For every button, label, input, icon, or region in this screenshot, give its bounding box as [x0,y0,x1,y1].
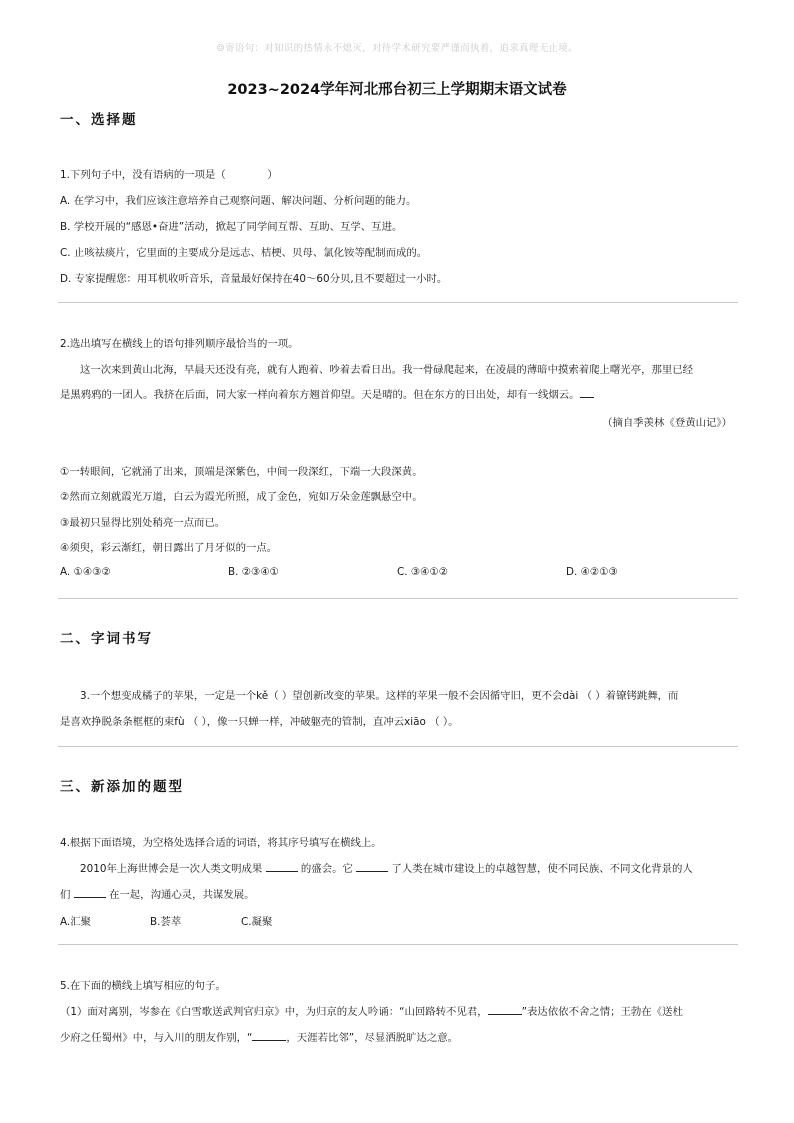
q3-line-1: 3.一个想变成橘子的苹果，一定是一个kě（ ）望创新改变的苹果。这样的苹果一般不会因循守旧，更不会dài （ ）着镣铐跳舞，而 [80,690,679,702]
section-heading-new-type: 三、新添加的题型 [60,779,184,795]
q4-option-c[interactable]: C.凝聚 [241,916,273,928]
q2-sentence-4: ④须臾，彩云渐红，朝日露出了月牙似的一点。 [60,542,278,554]
divider [58,598,738,599]
q1-option-b[interactable]: B. 学校开展的“感恩•奋进”活动，掀起了同学间互帮、互助、互学、互进。 [60,221,403,233]
q2-option-d[interactable]: D. ④②①③ [566,566,618,578]
q5-item-1-line-2: 少府之任蜀州》中，与入川的朋友作别，“ ，天涯若比邻”，尽显洒脱旷达之意。 [60,1032,459,1044]
q2-source: （摘自季羡林《登黄山记》） [602,417,732,429]
q5-stem: 5.在下面的横线上填写相应的句子。 [60,980,226,992]
q2-option-b[interactable]: B. ②③④① [228,566,279,578]
divider [58,302,738,303]
q1-option-d[interactable]: D. 专家提醒您：用耳机收听音乐，音量最好保持在40～60分贝,且不要超过一小时。 [60,273,448,285]
answer-blank[interactable] [580,387,594,398]
q4-stem: 4.根据下面语境，为空格处选择合适的词语，将其序号填写在横线上。 [60,837,382,849]
q1-option-c[interactable]: C. 止咳祛痰片，它里面的主要成分是远志、桔梗、贝母、氯化铵等配制而成的。 [60,247,428,259]
q5-item-1-line-1: （1）面对离别，岑参在《白雪歌送武判官归京》中，为归京的友人吟诵：“山回路转不见君， ”表达依依不舍之情；王勃在《送杜 [60,1006,683,1018]
q2-option-a[interactable]: A. ①④③② [60,566,111,578]
q2-stem: 2.选出填写在横线上的语句排列顺序最恰当的一项。 [60,338,299,350]
answer-blank[interactable] [356,861,388,872]
q2-passage-line-1: 这一次来到黄山北海，早晨天还没有亮，就有人跑着、吵着去看日出。我一骨碌爬起来，在凌晨的薄暗中摸索着爬上曙光亭，那里已经 [80,364,694,376]
q2-passage-line-2: 是黑鸦鸦的一团人。我挤在后面，同大家一样向着东方翘首仰望。天是晴的。但在东方的日出处，却有一线烟云。 [60,387,594,403]
q1-stem: 1.下列句子中，没有语病的一项是（ ） [60,169,278,181]
q2-sentence-1: ①一转眼间，它就涌了出来，顶端是深紫色，中间一段深红，下端一大段深黄。 [60,466,423,478]
divider [58,746,738,747]
answer-blank[interactable] [266,861,298,872]
answer-blank[interactable] [488,1004,522,1015]
q4-context-line-1: 2010年上海世博会是一次人类文明成果 的盛会。它 了人类在城市建设上的卓越智慧，使不同民族、不同文化背景的人 [80,863,693,875]
q4-context-line-2: 们 在一起，沟通心灵，共谋发展。 [60,889,255,901]
page-title: 2023~2024学年河北邢台初三上学期期末语文试卷 [227,82,567,98]
q2-sentence-3: ③最初只显得比别处稍亮一点而已。 [60,517,226,529]
q4-option-b[interactable]: B.荟萃 [150,916,182,928]
section-heading-choice: 一、选择题 [60,112,138,128]
answer-blank[interactable] [74,887,106,898]
motto-watermark: ☺寄语句：对知识的热情永不熄灭，对待学术研究要严谨而执着，追求真理无止境。 [216,43,578,54]
q3-line-2: 是喜欢挣脱条条框框的束fù （ ），像一只蝉一样，冲破躯壳的管制，直冲云xiāo （ ）。 [60,716,459,728]
section-heading-writing: 二、字词书写 [60,631,153,647]
q2-option-c[interactable]: C. ③④①② [397,566,449,578]
q1-option-a[interactable]: A. 在学习中，我们应该注意培养自己观察问题、解决问题、分析问题的能力。 [60,195,417,207]
q2-sentence-2: ②然而立刻就霞光万道，白云为霞光所照，成了金色，宛如万朵金莲飘悬空中。 [60,491,423,503]
divider [58,944,738,945]
q4-option-a[interactable]: A.汇聚 [60,916,92,928]
answer-blank[interactable] [252,1030,286,1041]
